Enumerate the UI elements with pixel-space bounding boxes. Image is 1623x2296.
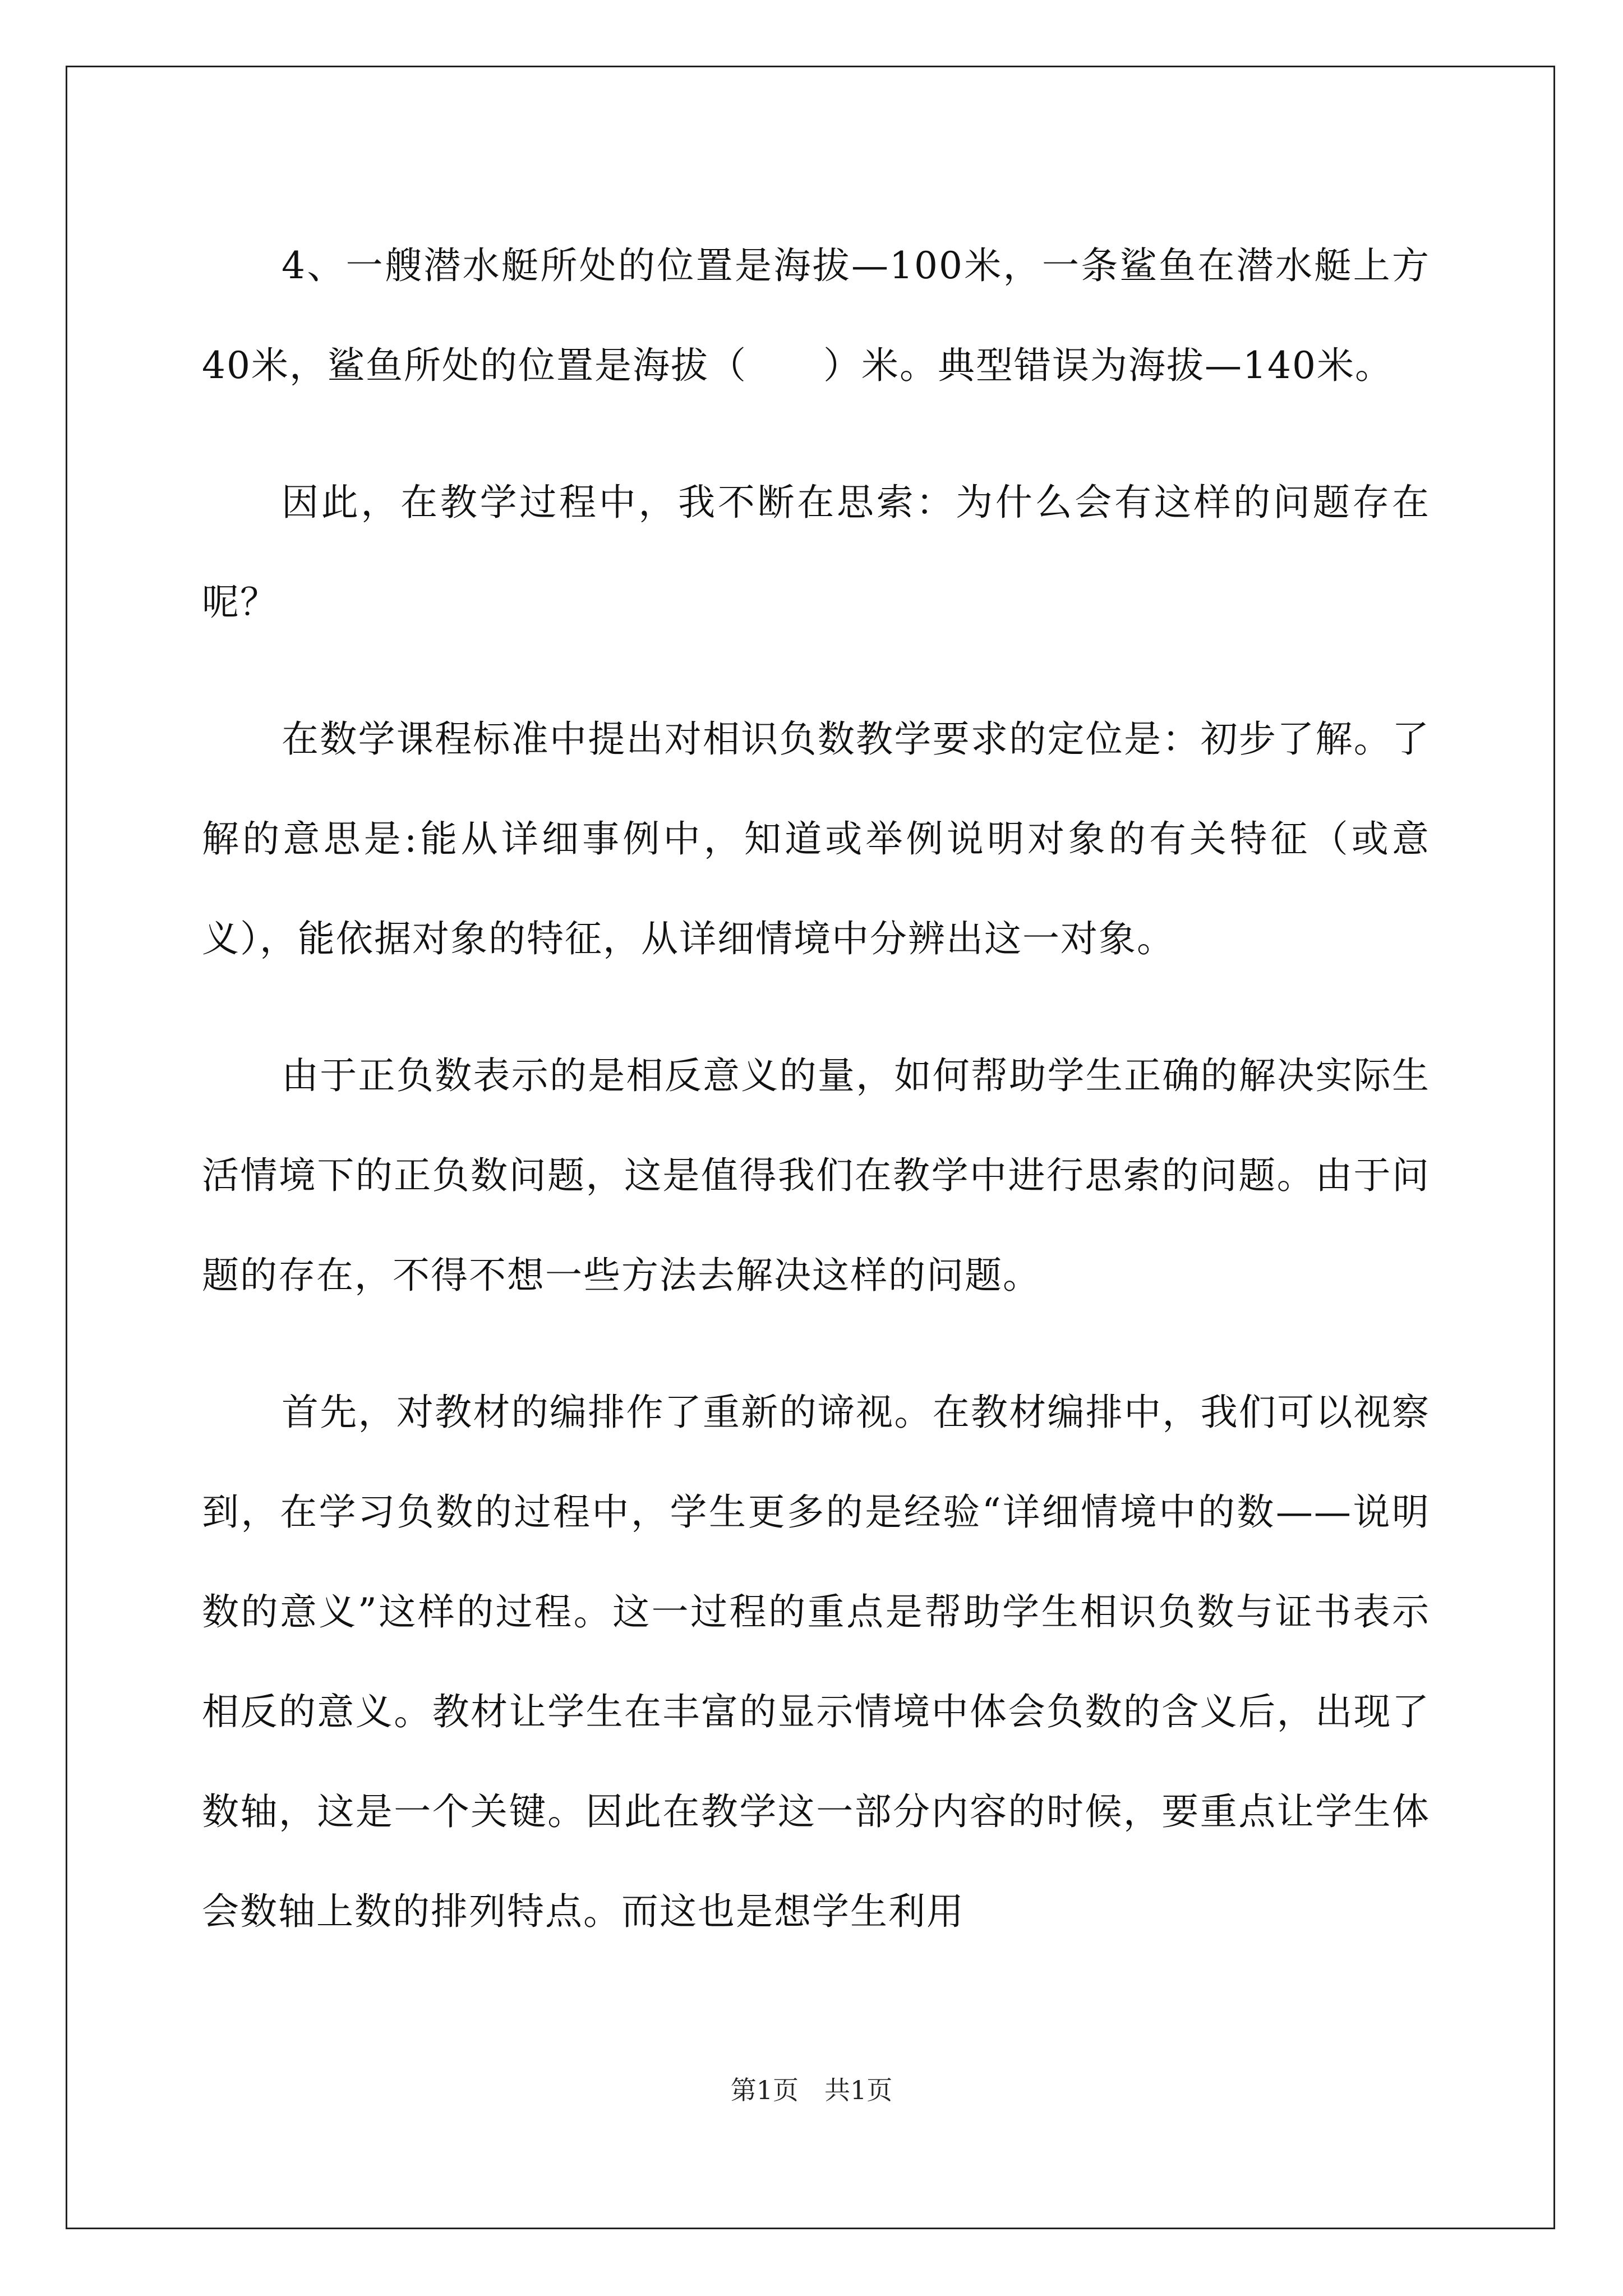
- document-body: [202, 216, 1430, 1999]
- paragraph-3: 在数学课程标准中提出对相识负数教学要求的定位是：初步了解。了解的意思是:能从详细事例中，知道或举例说明对象的有关特征（或意义），能依据对象的特征，从详细情境中分辨出这一对象。: [202, 717, 1430, 960]
- page-number-footer: 第1页 共1页: [730, 2075, 893, 2105]
- paragraph-5: 首先，对教材的编排作了重新的谛视。在教材编排中，我们可以视察到，在学习负数的过程中，学生更多的是经验“详细情境中的数——说明数的意义”这样的过程。这一过程的重点是帮助学生相识负数与证书表示相反的意义。教材让学生在丰富的显示情境中体会负数的含义后，出现了数轴，这是一个关键。因此在教学这一部分内容的时候，要重点让学生体会数轴上数的排列特点。而这也是想学生利用: [202, 1391, 1430, 1933]
- paragraph-4: 由于正负数表示的是相反意义的量，如何帮助学生正确的解决实际生活情境下的正负数问题，这是值得我们在教学中进行思索的问题。由于问题的存在，不得不想一些方法去解决这样的问题。: [202, 1054, 1430, 1297]
- paragraph-1: 4、一艘潜水艇所处的位置是海拔—100米，一条鲨鱼在潜水艇上方40米，鲨鱼所处的位置是海拔（ ）米。典型错误为海拔—140米。: [202, 244, 1430, 387]
- paragraph-2: 因此，在教学过程中，我不断在思索：为什么会有这样的问题存在呢？: [202, 481, 1430, 624]
